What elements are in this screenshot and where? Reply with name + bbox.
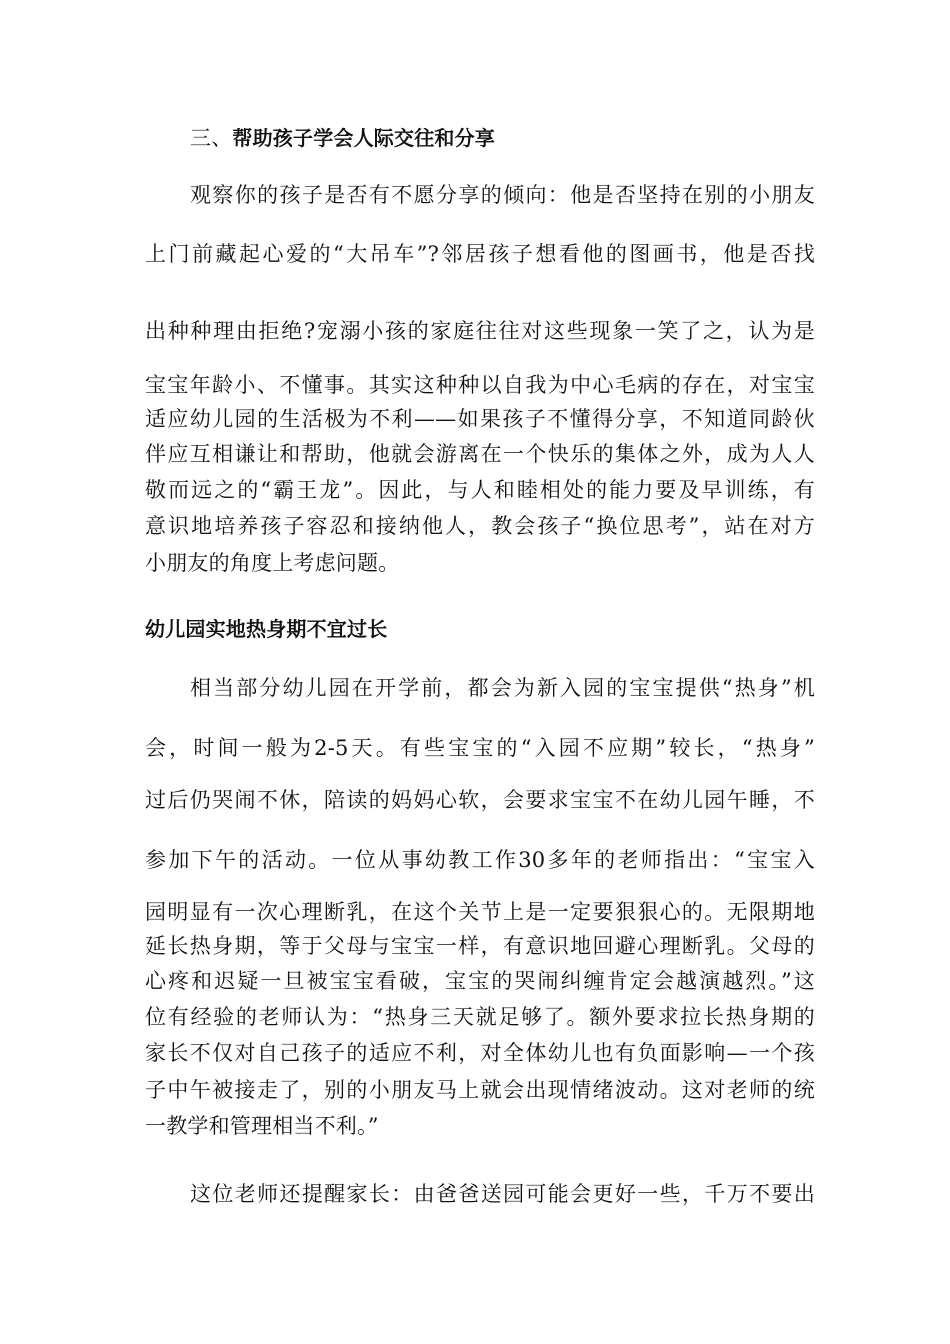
paragraph-line: 一教学和管理相当不利。” — [145, 1114, 379, 1138]
paragraph-line: 意识地培养孩子容忍和接纳他人，教会孩子“换位思考”，站在对方 — [145, 514, 815, 538]
paragraph-line: 出种种理由拒绝?宠溺小孩的家庭往往对这些现象一笑了之，认为是 — [145, 319, 815, 343]
paragraph-line: 适应幼儿园的生活极为不利——如果孩子不懂得分享，不知道同龄伙 — [145, 407, 815, 431]
paragraph-line: 过后仍哭闹不休，陪读的妈妈心软，会要求宝宝不在幼儿园午睡，不 — [145, 788, 815, 812]
section-heading-text: 帮助孩子学会人际交往和分享 — [232, 126, 496, 150]
paragraph-line: 会，时间一般为2-5天。有些宝宝的“入园不应期”较长，“热身” — [145, 736, 815, 760]
paragraph-line: 心疼和迟疑一旦被宝宝看破，宝宝的哭闹纠缠肯定会越演越烈。”这 — [145, 969, 815, 993]
paragraph-line: 子中午被接走了，别的小朋友马上就会出现情绪波动。这对老师的统 — [145, 1078, 815, 1102]
paragraph-line: 参加下午的活动。一位从事幼教工作30多年的老师指出：“宝宝入 — [145, 848, 815, 872]
paragraph-line: 伴应互相谦让和帮助，他就会游离在一个快乐的集体之外，成为人人 — [145, 442, 815, 466]
paragraph-line: 上门前藏起心爱的“大吊车”?邻居孩子想看他的图画书，他是否找 — [145, 242, 815, 266]
paragraph-line: 这位老师还提醒家长：由爸爸送园可能会更好一些，千万不要出 — [190, 1182, 815, 1206]
paragraph-line: 敬而远之的“霸王龙”。因此，与人和睦相处的能力要及早训练，有 — [145, 478, 815, 502]
paragraph-line: 位有经验的老师认为：“热身三天就足够了。额外要求拉长热身期的 — [145, 1005, 815, 1029]
paragraph-line: 观察你的孩子是否有不愿分享的倾向：他是否坚持在别的小朋友 — [190, 183, 815, 207]
section-heading — [190, 124, 815, 152]
paragraph-line: 小朋友的角度上考虑问题。 — [145, 551, 400, 575]
paragraph-line: 相当部分幼儿园在开学前，都会为新入园的宝宝提供“热身”机 — [190, 676, 815, 700]
subheading: 幼儿园实地热身期不宜过长 — [145, 617, 388, 641]
paragraph-line: 宝宝年龄小、不懂事。其实这种种以自我为中心毛病的存在，对宝宝 — [145, 373, 815, 397]
paragraph-line: 延长热身期，等于父母与宝宝一样，有意识地回避心理断乳。父母的 — [145, 934, 815, 958]
paragraph-line: 园明显有一次心理断乳，在这个关节上是一定要狠狠心的。无限期地 — [145, 900, 815, 924]
section-heading-number: 三、 — [190, 126, 233, 150]
paragraph-line: 家长不仅对自己孩子的适应不利，对全体幼儿也有负面影响—一个孩 — [145, 1041, 815, 1065]
